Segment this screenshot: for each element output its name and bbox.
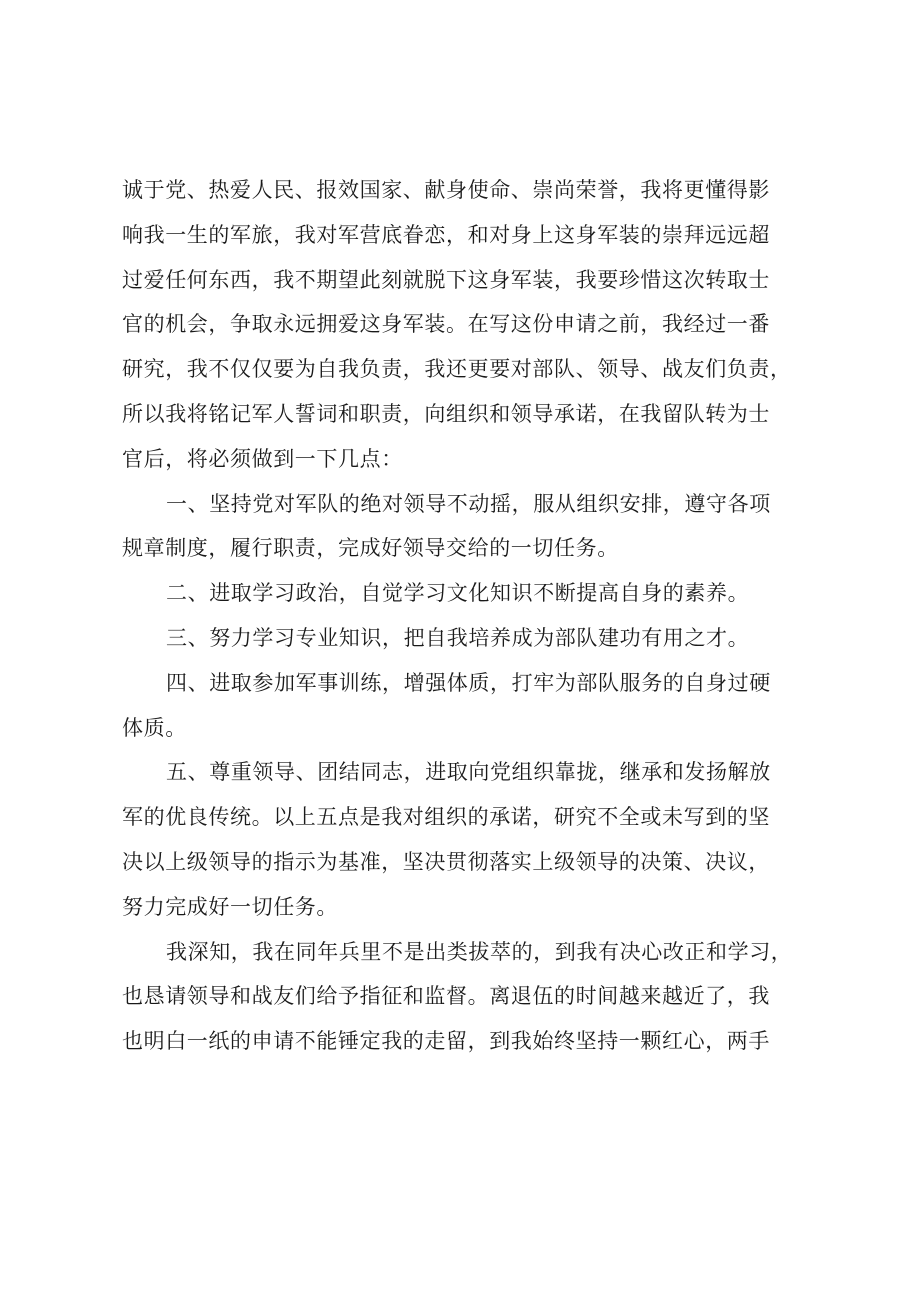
text-line: 官的机会，争取永远拥爱这身军装。在写这份申请之前，我经过一番 <box>122 312 770 337</box>
text-line: 响我一生的军旅，我对军营底眷恋，和对身上这身军装的崇拜远远超 <box>122 222 770 247</box>
text-line: 所以我将铭记军人誓词和职责，向组织和领导承诺，在我留队转为士 <box>122 401 770 426</box>
text-line: 努力完成好一切任务。 <box>122 894 338 919</box>
text-line: 过爱任何东西，我不期望此刻就脱下这身军装，我要珍惜这次转取士 <box>122 267 770 292</box>
text-line: 研究，我不仅仅要为自我负责，我还更要对部队、领导、战友们负责， <box>122 357 792 382</box>
text-line: 一、坚持党对军队的绝对领导不动摇，服从组织安排，遵守各项 <box>166 491 771 516</box>
text-line: 五、尊重领导、团结同志，进取向党组织靠拢，继承和发扬解放 <box>166 760 771 785</box>
text-line: 诚于党、热爱人民、报效国家、献身使命、崇尚荣誉，我将更懂得影 <box>122 178 770 202</box>
text-line: 二、进取学习政治，自觉学习文化知识不断提高自身的素养。 <box>166 581 750 606</box>
text-line: 也恳请领导和战友们给予指征和监督。离退伍的时间越来越近了，我 <box>122 984 770 1009</box>
text-line: 军的优良传统。以上五点是我对组织的承诺，研究不全或未写到的坚 <box>122 805 770 830</box>
text-line: 也明白一纸的申请不能锤定我的走留，到我始终坚持一颗红心，两手 <box>122 1029 770 1054</box>
document-body <box>122 168 822 1064</box>
text-line: 我深知，我在同年兵里不是出类拔萃的，到我有决心改正和学习， <box>166 939 793 964</box>
text-line: 三、努力学习专业知识，把自我培养成为部队建功有用之才。 <box>166 625 750 650</box>
text-line: 规章制度，履行职责，完成好领导交给的一切任务。 <box>122 536 619 561</box>
text-line: 四、进取参加军事训练，增强体质，打牢为部队服务的自身过硬 <box>166 670 771 695</box>
text-line: 决以上级领导的指示为基准，坚决贯彻落实上级领导的决策、决议， <box>122 849 770 874</box>
text-line: 官后，将必须做到一下几点： <box>122 446 403 471</box>
text-line: 体质。 <box>122 715 187 740</box>
